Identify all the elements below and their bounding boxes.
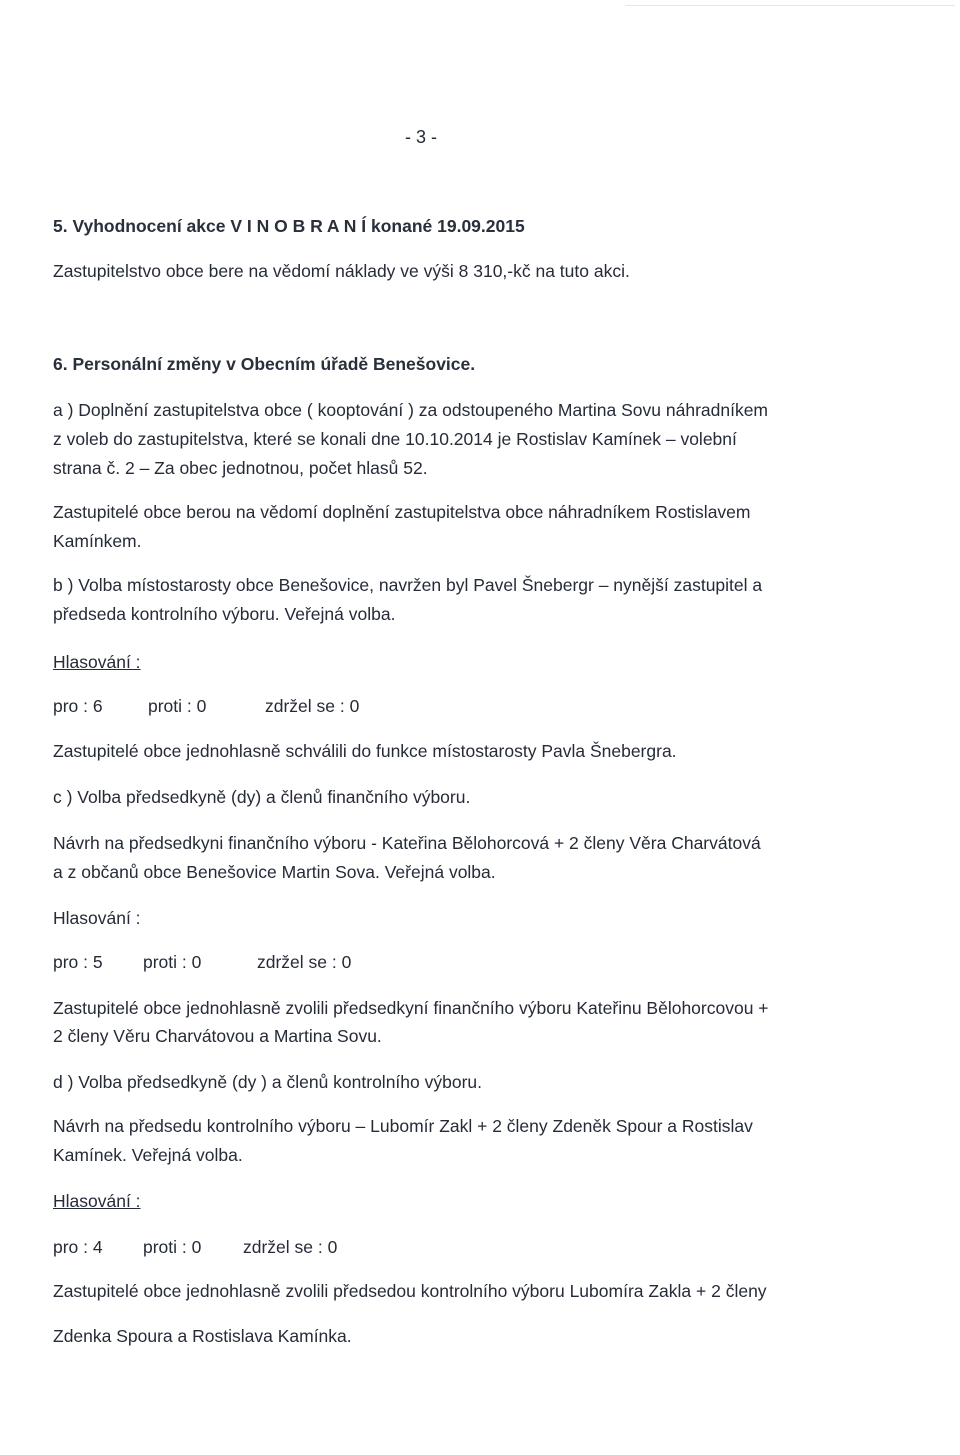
item-b-decision: Zastupitelé obce jednohlasně schválili do funkce místostarosty Pavla Šnebergra.: [53, 741, 677, 761]
item-b-vote: [53, 695, 359, 717]
item-c-decision: 2 členy Věru Charvátovou a Martina Sovu.: [53, 1026, 382, 1046]
item-a-decision: Zastupitelé obce berou na vědomí doplnění zastupitelstva obce náhradníkem Rostislavem: [53, 502, 751, 522]
vote-proti: proti : 0: [143, 1237, 202, 1257]
section5-heading: 5. Vyhodnocení akce V I N O B R A N Í konané 19.09.2015: [53, 216, 525, 236]
item-d-line: Kamínek. Veřejná volba.: [53, 1145, 243, 1165]
vote-pro: pro : 5: [53, 952, 103, 972]
item-d-decision: Zastupitelé obce jednohlasně zvolili předsedou kontrolního výboru Lubomíra Zakla + 2 členy: [53, 1281, 767, 1301]
item-d-title: d ) Volba předsedkyně (dy ) a členů kontrolního výboru.: [53, 1072, 482, 1092]
item-a-line: a ) Doplnění zastupitelstva obce ( kooptování ) za odstoupeného Martina Sovu náhradníkem: [53, 400, 769, 420]
item-c-vote-label: Hlasování :: [53, 908, 141, 928]
item-c-decision: Zastupitelé obce jednohlasně zvolili předsedkyní finančního výboru Kateřinu Bělohorcovou +: [53, 998, 769, 1018]
section5-text: Zastupitelstvo obce bere na vědomí náklady ve výši 8 310,-kč na tuto akci.: [53, 261, 630, 281]
vote-proti: proti : 0: [143, 952, 202, 972]
item-b-line: b ) Volba místostarosty obce Benešovice, navržen byl Pavel Šnebergr – nynější zastupitel a: [53, 575, 763, 595]
item-c-vote: [53, 951, 351, 973]
vote-pro: pro : 4: [53, 1237, 103, 1257]
vote-zdrzel: zdržel se : 0: [265, 696, 360, 716]
vote-zdrzel: zdržel se : 0: [243, 1237, 338, 1257]
scan-edge-line: [625, 5, 955, 6]
page-number: - 3 -: [405, 127, 438, 147]
vote-proti: proti : 0: [148, 696, 207, 716]
item-a-line: strana č. 2 – Za obec jednotnou, počet hlasů 52.: [53, 458, 428, 478]
item-d-vote-label: Hlasování :: [53, 1191, 141, 1211]
item-a-decision: Kamínkem.: [53, 531, 142, 551]
item-d-vote: [53, 1236, 337, 1258]
item-b-vote-label: Hlasování :: [53, 652, 141, 672]
item-c-line: a z občanů obce Benešovice Martin Sova. Veřejná volba.: [53, 862, 496, 882]
item-b-line: předseda kontrolního výboru. Veřejná volba.: [53, 604, 396, 624]
vote-pro: pro : 6: [53, 696, 103, 716]
section6-heading: 6. Personální změny v Obecním úřadě Benešovice.: [53, 354, 476, 374]
item-c-title: c ) Volba předsedkyně (dy) a členů finančního výboru.: [53, 787, 471, 807]
item-d-line: Návrh na předsedu kontrolního výboru – Lubomír Zakl + 2 členy Zdeněk Spour a Rostislav: [53, 1116, 753, 1136]
item-a-line: z voleb do zastupitelstva, které se konali dne 10.10.2014 je Rostislav Kamínek – volební: [53, 429, 737, 449]
vote-zdrzel: zdržel se : 0: [257, 952, 352, 972]
item-c-line: Návrh na předsedkyni finančního výboru - Kateřina Bělohorcová + 2 členy Věra Charvátová: [53, 833, 761, 853]
item-d-decision: Zdenka Spoura a Rostislava Kamínka.: [53, 1326, 352, 1346]
